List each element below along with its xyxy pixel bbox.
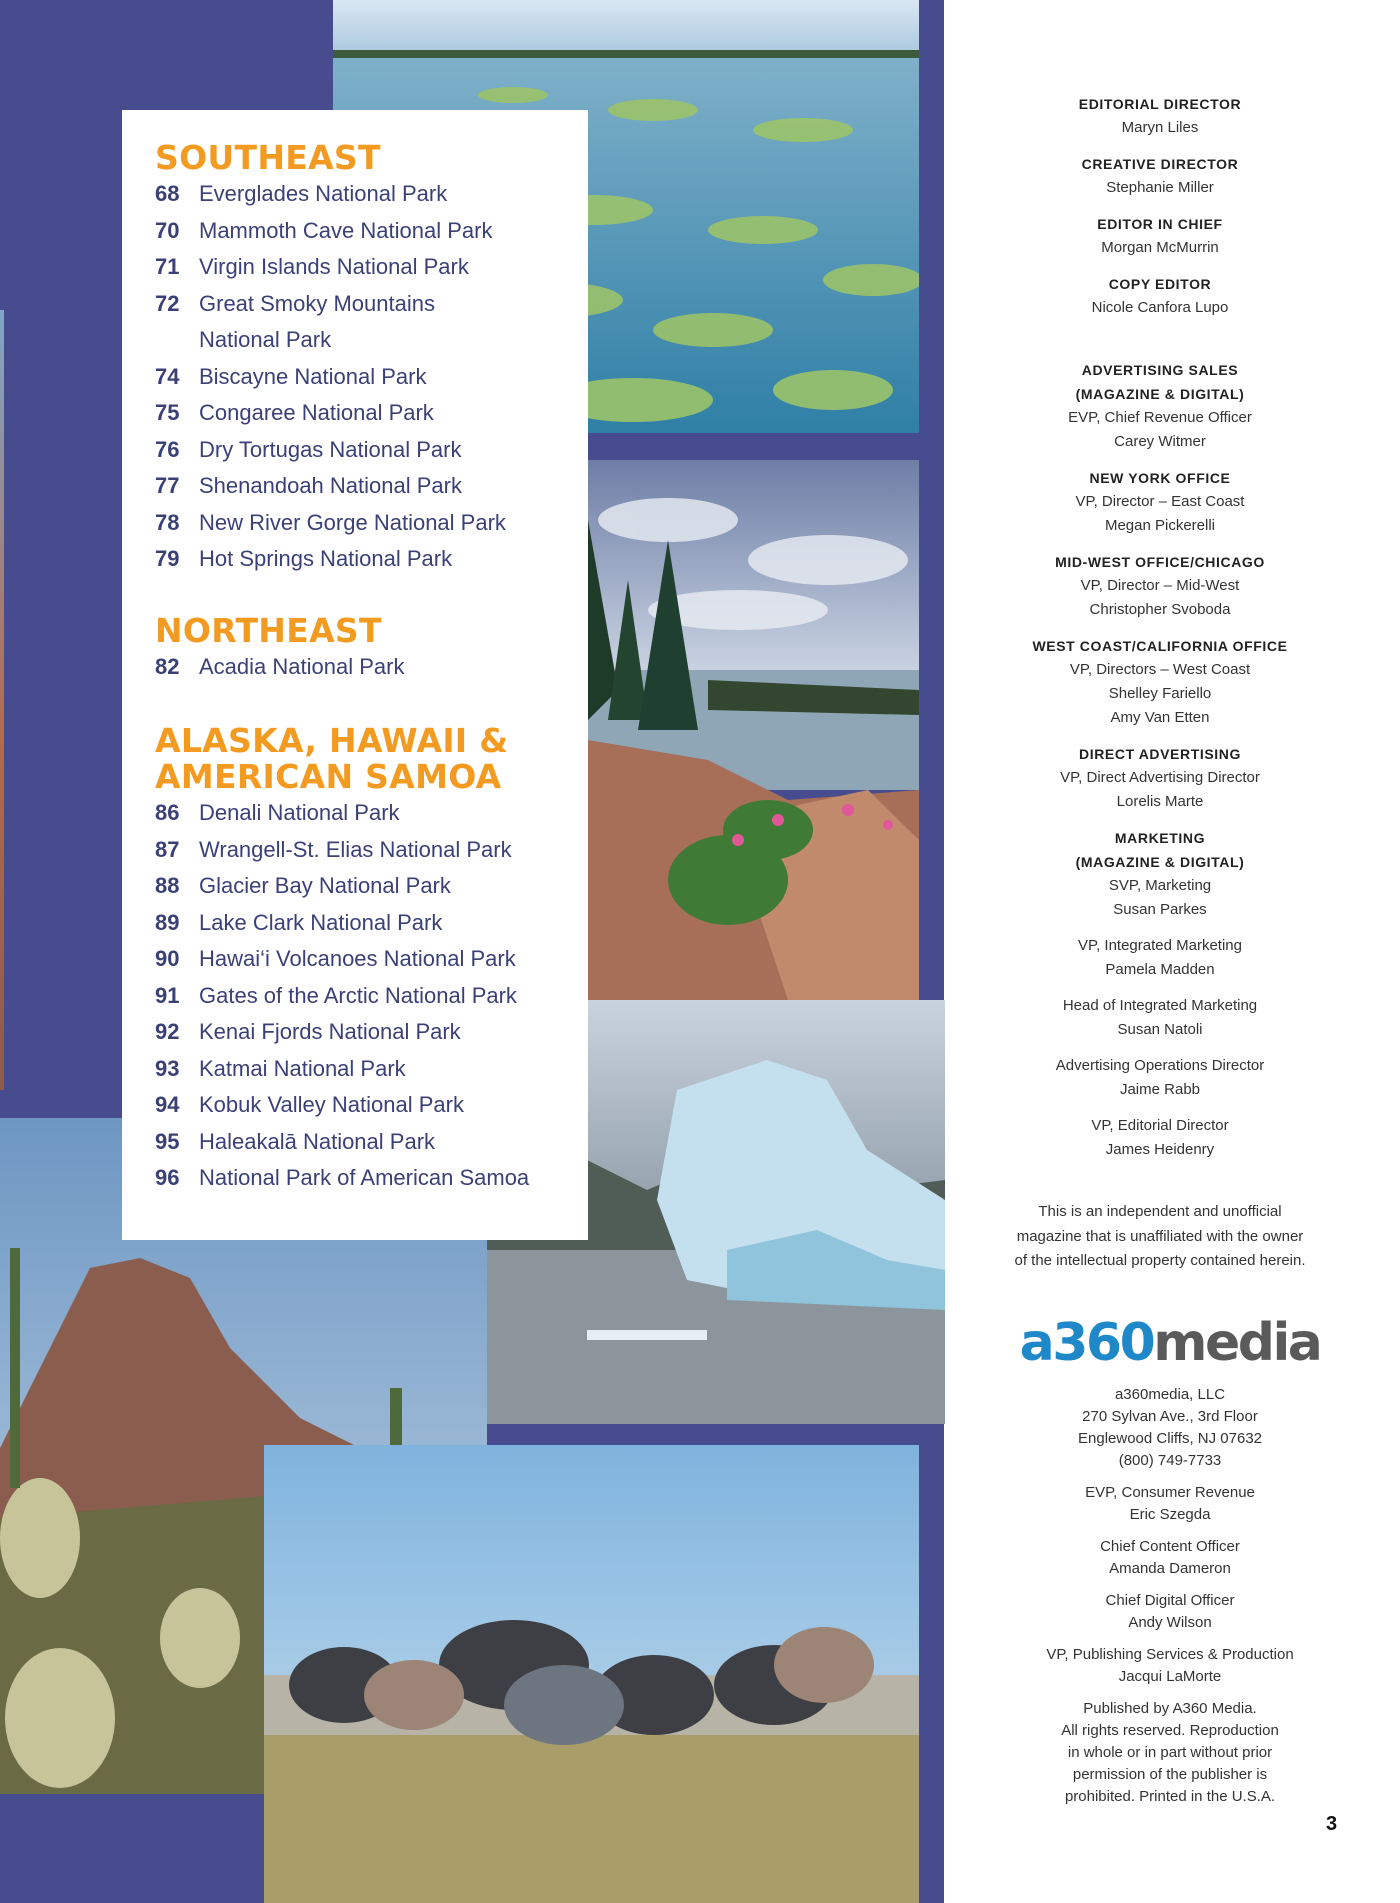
publisher-line: a360media, LLC	[1114, 1386, 1226, 1403]
masthead-block	[1010, 934, 1310, 982]
masthead-line: Lorelis Marte	[1116, 793, 1204, 810]
masthead-line: Carey Witmer	[1114, 433, 1206, 450]
toc-entry[interactable]: 89 Lake Clark National Park	[155, 909, 443, 935]
masthead-line: SVP, Marketing	[1108, 877, 1212, 894]
masthead-line: Jaime Rabb	[1119, 1081, 1201, 1098]
photo-acadia-rocky-coast	[588, 460, 919, 1000]
masthead-line: Susan Natoli	[1117, 1021, 1203, 1038]
publisher-line: 270 Sylvan Ave., 3rd Floor	[1082, 1408, 1258, 1425]
publisher-info	[1010, 1384, 1330, 1818]
masthead-line: Morgan McMurrin	[1101, 239, 1219, 256]
masthead-heading: COPY EDITOR	[1108, 276, 1212, 292]
publisher-line: permission of the publisher is	[1072, 1766, 1268, 1783]
masthead-block	[1010, 272, 1310, 320]
masthead-line: Shelley Fariello	[1108, 685, 1212, 702]
toc-section-alaska-hawaii	[155, 723, 555, 1197]
masthead-block	[1010, 1054, 1310, 1102]
publisher-block	[1010, 1590, 1330, 1634]
masthead-heading: (MAGAZINE & DIGITAL)	[1075, 386, 1245, 402]
publisher-block	[1010, 1482, 1330, 1526]
publisher-line: Andy Wilson	[1128, 1614, 1212, 1631]
masthead	[1010, 92, 1310, 1174]
toc-entry[interactable]: 95 Haleakalā National Park	[155, 1128, 436, 1154]
toc-entry[interactable]: 96 National Park of American Samoa	[155, 1165, 530, 1190]
publisher-line: Published by A360 Media.	[1083, 1700, 1257, 1717]
photo-wild-horses	[264, 1445, 919, 1903]
masthead-heading: ADVERTISING SALES	[1081, 362, 1239, 378]
page-number: 3	[1326, 1813, 1338, 1835]
publisher-line: Englewood Cliffs, NJ 07632	[1078, 1430, 1262, 1447]
masthead-line: James Heidenry	[1105, 1141, 1215, 1158]
publisher-line: in whole or in part without prior	[1067, 1744, 1273, 1761]
masthead-heading: NEW YORK OFFICE	[1089, 470, 1231, 486]
masthead-heading: EDITOR IN CHIEF	[1097, 216, 1223, 232]
a360media-logo: a360media	[1019, 1313, 1321, 1373]
toc-entry[interactable]: 87 Wrangell-St. Elias National Park	[155, 836, 512, 862]
publisher-block	[1010, 1698, 1330, 1808]
toc-entry[interactable]: 90 Hawai‘i Volcanoes National Park	[155, 946, 516, 971]
masthead-block	[1010, 826, 1310, 922]
masthead-line: VP, Director – Mid-West	[1080, 577, 1240, 594]
masthead-heading: CREATIVE DIRECTOR	[1081, 156, 1239, 172]
toc-entry[interactable]: 72 Great Smoky Mountains National Park	[155, 290, 435, 352]
table-of-contents	[122, 110, 588, 1240]
masthead-line: Head of Integrated Marketing	[1062, 997, 1258, 1014]
masthead-line: VP, Integrated Marketing	[1078, 937, 1242, 954]
masthead-line: Amy Van Etten	[1110, 709, 1210, 726]
masthead-block	[1010, 152, 1310, 200]
publisher-line: Eric Szegda	[1129, 1506, 1211, 1523]
publisher-line: Chief Digital Officer	[1105, 1592, 1235, 1609]
toc-section-heading: NORTHEAST	[155, 611, 382, 650]
masthead-block	[1010, 358, 1310, 454]
toc-entry[interactable]: 92 Kenai Fjords National Park	[155, 1019, 461, 1044]
masthead-block	[1010, 550, 1310, 622]
masthead-line: Nicole Canfora Lupo	[1091, 299, 1229, 316]
toc-section-southeast	[155, 140, 506, 578]
publisher-line: VP, Publishing Services & Production	[1046, 1646, 1294, 1663]
masthead-line: VP, Direct Advertising Director	[1060, 769, 1260, 786]
toc-section-heading: ALASKA, HAWAII & AMERICAN SAMOA	[155, 721, 509, 796]
publisher-line: All rights reserved. Reproduction	[1061, 1722, 1279, 1739]
publisher-line: Chief Content Officer	[1100, 1538, 1240, 1555]
publisher-line: Jacqui LaMorte	[1118, 1668, 1222, 1685]
masthead-heading: MARKETING	[1114, 830, 1206, 846]
toc-entry[interactable]: 74 Biscayne National Park	[155, 363, 427, 389]
masthead-block	[1010, 1114, 1310, 1162]
masthead-line: VP, Director – East Coast	[1075, 493, 1245, 510]
masthead-block	[1010, 742, 1310, 814]
toc-entry[interactable]: 70 Mammoth Cave National Park	[155, 217, 493, 243]
masthead-block	[1010, 466, 1310, 538]
masthead-heading: (MAGAZINE & DIGITAL)	[1075, 854, 1245, 870]
masthead-block	[1010, 92, 1310, 140]
masthead-block	[1010, 634, 1310, 730]
masthead-line: Stephanie Miller	[1106, 179, 1214, 196]
masthead-line: Maryn Liles	[1121, 119, 1199, 136]
toc-entry[interactable]: 78 New River Gorge National Park	[155, 509, 506, 535]
toc-entry[interactable]: 82 Acadia National Park	[155, 654, 405, 679]
toc-entry[interactable]: 86 Denali National Park	[155, 800, 400, 825]
masthead-line: Susan Parkes	[1113, 901, 1207, 918]
masthead-line: VP, Editorial Director	[1091, 1117, 1229, 1134]
masthead-advertising	[1010, 358, 1310, 1162]
masthead-staff	[1010, 92, 1310, 320]
toc-entry[interactable]: 68 Everglades National Park	[155, 181, 448, 206]
publisher-block	[1010, 1644, 1330, 1688]
masthead-line: Megan Pickerelli	[1104, 517, 1216, 534]
publisher-block	[1010, 1384, 1330, 1472]
masthead-line: EVP, Chief Revenue Officer	[1068, 409, 1252, 426]
publisher-line: Amanda Dameron	[1109, 1560, 1231, 1577]
publisher-line: EVP, Consumer Revenue	[1085, 1484, 1255, 1501]
toc-entry[interactable]: 88 Glacier Bay National Park	[155, 873, 451, 898]
masthead-line: Advertising Operations Director	[1055, 1057, 1265, 1074]
masthead-line: VP, Directors – West Coast	[1069, 661, 1251, 678]
publisher-block	[1010, 1536, 1330, 1580]
toc-entry[interactable]: 79 Hot Springs National Park	[155, 546, 453, 571]
toc-entry[interactable]: 91 Gates of the Arctic National Park	[155, 982, 517, 1008]
masthead-heading: DIRECT ADVERTISING	[1079, 746, 1241, 762]
masthead-heading: EDITORIAL DIRECTOR	[1078, 96, 1242, 112]
masthead-heading: MID-WEST OFFICE/CHICAGO	[1055, 554, 1265, 570]
toc-entry[interactable]: 94 Kobuk Valley National Park	[155, 1092, 464, 1117]
masthead-block	[1010, 212, 1310, 260]
toc-entry[interactable]: 93 Katmai National Park	[155, 1055, 406, 1081]
masthead-line: Pamela Madden	[1105, 961, 1215, 978]
toc-section-heading: SOUTHEAST	[155, 138, 381, 177]
publisher-line: prohibited. Printed in the U.S.A.	[1064, 1788, 1276, 1805]
disclaimer-text: This is an independent and unofficial magazine that is unaffiliated with the owner of the intellectual property contained herein.	[1014, 1203, 1306, 1269]
left-edge-photo-strip	[0, 310, 4, 1090]
publisher-line: (800) 749-7733	[1118, 1452, 1222, 1469]
masthead-line: Christopher Svoboda	[1089, 601, 1231, 618]
toc-entry[interactable]: 71 Virgin Islands National Park	[155, 254, 469, 279]
toc-entry[interactable]: 76 Dry Tortugas National Park	[155, 436, 462, 462]
toc-section-northeast	[155, 613, 404, 686]
masthead-heading: WEST COAST/CALIFORNIA OFFICE	[1032, 638, 1288, 654]
masthead-block	[1010, 994, 1310, 1042]
toc-entry[interactable]: 75 Congaree National Park	[155, 400, 434, 425]
toc-entry[interactable]: 77 Shenandoah National Park	[155, 473, 462, 498]
